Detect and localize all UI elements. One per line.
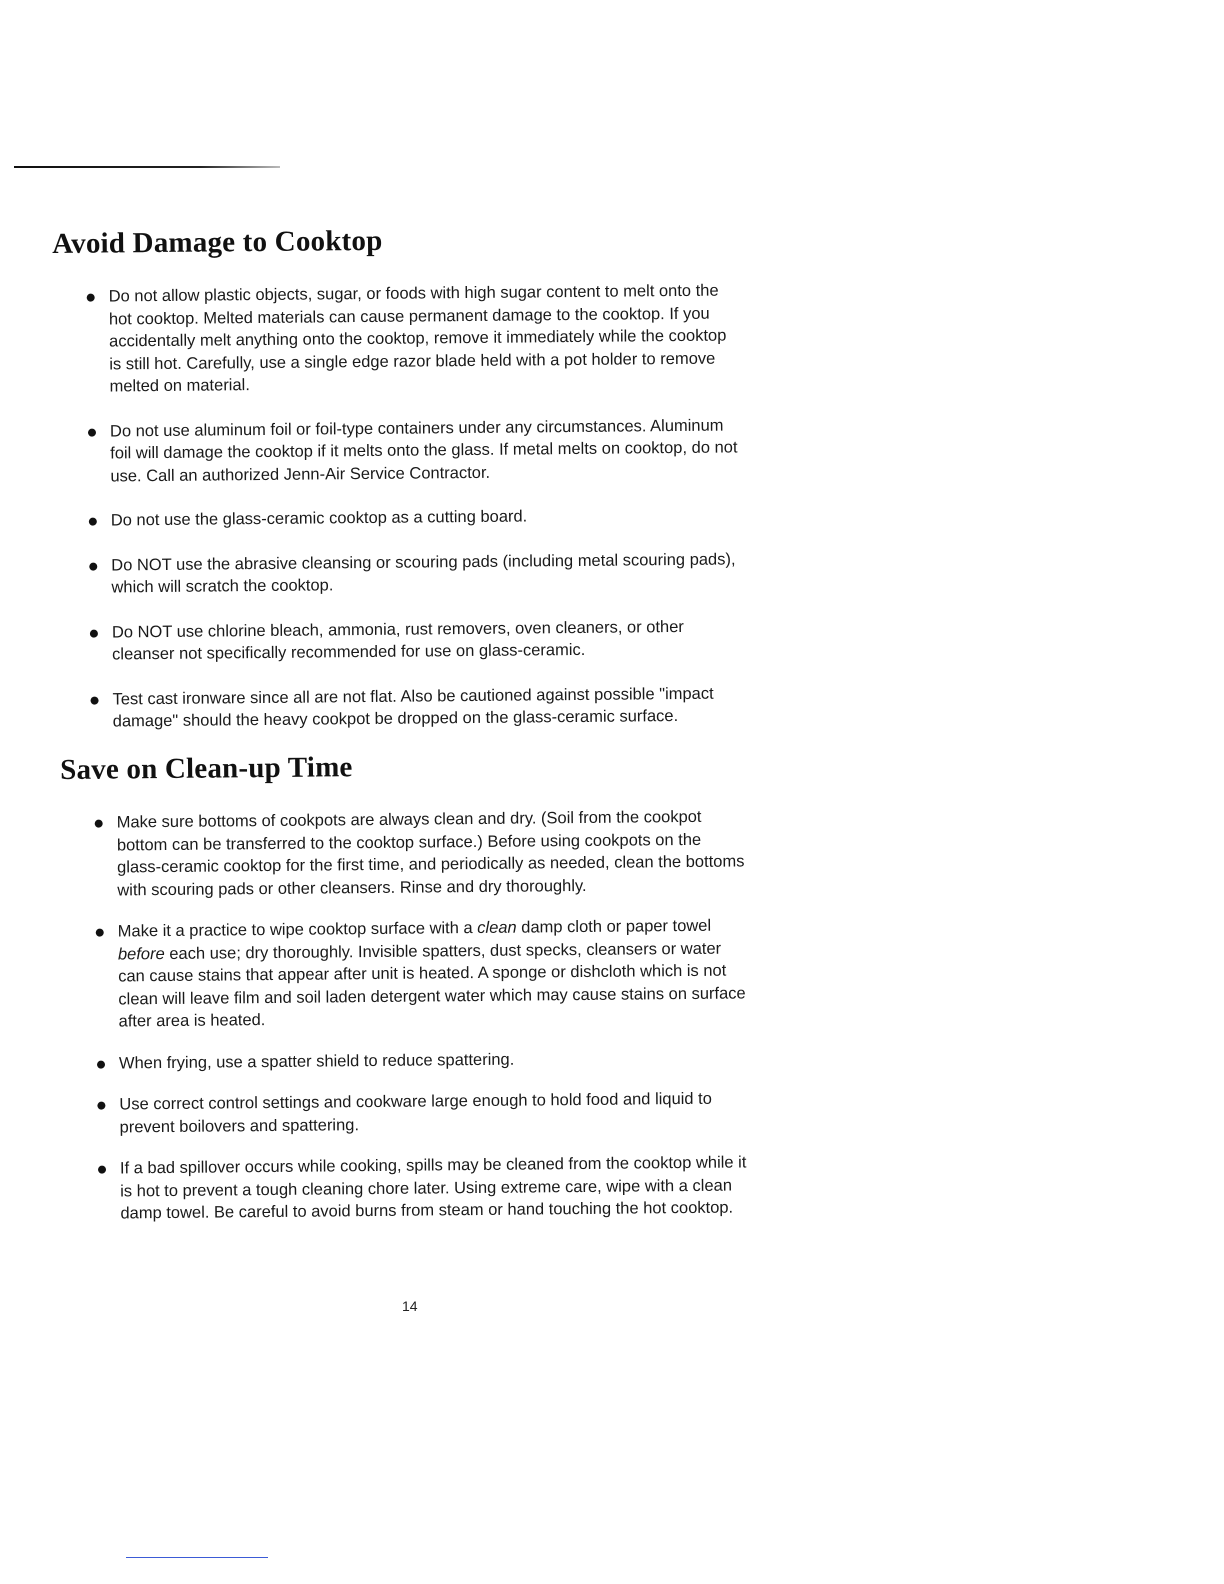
bullet-icon	[90, 629, 98, 637]
list-item	[56, 682, 744, 734]
bottom-rule	[126, 1557, 268, 1558]
list-item-text: Do NOT use chlorine bleach, ammonia, rust removers, oven cleaners, or other cleanser not specifically recommended for use on glass-ceramic.	[111, 617, 684, 664]
text-run: damp cloth or paper towel	[516, 916, 712, 937]
list-item	[54, 414, 743, 488]
bullet-icon	[89, 518, 97, 526]
list-item-text: Do not use aluminum foil or foil-type containers under any circumstances. Aluminum foil will damage the cooktop if it melts onto the glass. If metal melts on cooktop, do not use. Call an authorized Jenn-Air Service Contractor.	[109, 416, 738, 485]
list-item	[55, 503, 743, 532]
bullet-list	[53, 279, 757, 733]
list-item-text: Do not allow plastic objects, sugar, or foods with high sugar content to melt onto the hot cooktop. Melted materials can cause permanent damage to the cooktop. If you accidentally melt anything onto the cooktop, remove it immediately while the cooktop is still hot. Carefully, use a single edge razor blade held with a pot holder to remove melted on material.	[108, 281, 727, 396]
list-item-text: When frying, use a spatter shield to reduce spattering.	[118, 1050, 515, 1072]
bullet-icon	[97, 1102, 105, 1110]
list-item	[63, 1046, 751, 1075]
list-item	[53, 279, 742, 398]
bullet-icon	[95, 820, 103, 828]
text-run: Make it a practice to wipe cooktop surface with a	[117, 919, 478, 941]
top-rule	[14, 166, 280, 168]
list-item	[63, 1087, 751, 1139]
list-item-text	[118, 917, 746, 1031]
list-item-text: Do not use the glass-ceramic cooktop as a cutting board.	[110, 507, 528, 530]
bullet-icon	[88, 428, 96, 436]
bullet-icon	[91, 696, 99, 704]
section-save-cleanup	[60, 745, 765, 1244]
list-item-text: Do NOT use the abrasive cleansing or scouring pads (including metal scouring pads), which will scratch the cooktop.	[111, 549, 736, 597]
text-run: each use; dry thoroughly. Invisible spatters, dust specks, cleansers or water can cause stains that appear after unit is heated. A sponge or dishcloth which is not clean will leave film and soil laden detergent water which may cause stains on surface after area is heated.	[118, 939, 746, 1031]
bullet-icon	[98, 1166, 106, 1174]
page-number: 14	[402, 1298, 418, 1314]
bullet-icon	[89, 562, 97, 570]
list-item	[62, 914, 751, 1033]
bullet-icon	[96, 929, 104, 937]
section-avoid-damage	[52, 219, 757, 755]
list-item-text: Use correct control settings and cookware large enough to hold food and liquid to prevent boilovers and spattering.	[119, 1089, 712, 1136]
bullet-icon	[87, 294, 95, 302]
text-run-italic: clean	[477, 918, 517, 938]
list-item	[55, 548, 743, 600]
list-item	[64, 1151, 753, 1225]
section-heading: Avoid Damage to Cooktop	[52, 224, 383, 260]
list-item-text: If a bad spillover occurs while cooking, spills may be cleaned from the cooktop while it is hot to prevent a tough cleaning chore later. Using extreme care, wipe with a clean damp towel. Be careful to avoid burns from steam or hand touching the hot cooktop.	[119, 1153, 747, 1223]
list-item	[56, 615, 744, 667]
list-item	[61, 805, 750, 902]
section-heading: Save on Clean-up Time	[60, 751, 353, 786]
text-run-italic: before	[117, 944, 165, 963]
bullet-icon	[97, 1060, 105, 1068]
list-item-text: Test cast ironware since all are not flat. Also be cautioned against possible "impact damage" should the heavy cookpot be dropped on the glass-ceramic surface.	[112, 684, 714, 731]
bullet-list	[61, 805, 765, 1225]
list-item-text: Make sure bottoms of cookpots are always clean and dry. (Soil from the cookpot bottom can be transferred to the cooktop surface.) Before using cookpots on the glass-ceramic cooktop for the first time, and periodically as needed, clean the bottoms with scouring pads or other cleansers. Rinse and dry thoroughly.	[116, 807, 745, 899]
